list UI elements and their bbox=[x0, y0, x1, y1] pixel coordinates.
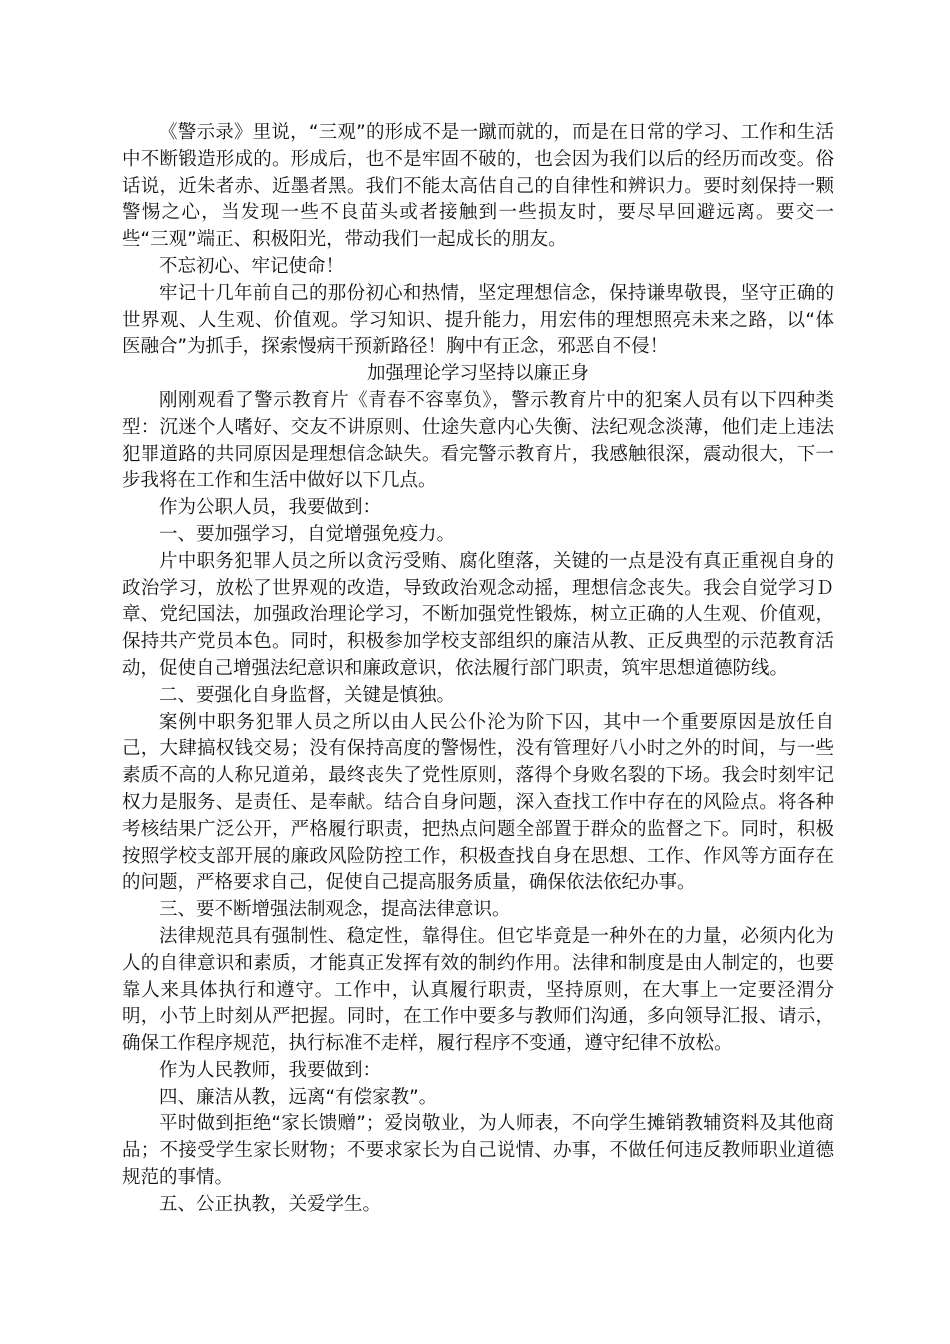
paragraph: 不忘初心、牢记使命！ bbox=[159, 255, 345, 277]
paragraph: 作为公职人员，我要做到： bbox=[159, 497, 382, 519]
list-heading: 四、廉洁从教，远离“有偿家教”。 bbox=[159, 1086, 438, 1108]
list-heading: 二、要强化自身监督，关键是慎独。 bbox=[159, 684, 456, 706]
paragraph: 平时做到拒绝“家长馈赠”；爱岗敬业，为人师表，不向学生摊销教辅资料及其他商品；不接受学生家长财物；不要求家长为自己说情、办事，不做任何违反教师职业道德规范的事情。 bbox=[122, 1113, 834, 1189]
paragraph: 作为人民教师，我要做到： bbox=[159, 1059, 382, 1081]
paragraph: 刚刚观看了警示教育片《青春不容辜负》，警示教育片中的犯案人员有以下四种类型：沉迷个人嗜好、交友不讲原则、仕途失意内心失衡、法纪观念淡薄，他们走上违法犯罪道路的共同原因是理想信念缺失。看完警示教育片，我感触很深，震动很大，下一步我将在工作和生活中做好以下几点。 bbox=[122, 389, 834, 492]
list-heading: 五、公正执教，关爱学生。 bbox=[159, 1193, 382, 1215]
paragraph: 牢记十几年前自己的那份初心和热情，坚定理想信念，保持谦卑敬畏，坚守正确的世界观、人生观、价值观。学习知识、提升能力，用宏伟的理想照亮未来之路，以“体医融合”为抓手，探索慢病干预新路径！胸中有正念，邪恶自不侵！ bbox=[122, 282, 834, 358]
list-heading: 一、要加强学习，自觉增强免疫力。 bbox=[159, 523, 456, 545]
paragraph: 案例中职务犯罪人员之所以由人民公仆沦为阶下囚，其中一个重要原因是放任自己，大肆搞权钱交易；没有保持高度的警惕性，没有管理好八小时之外的时间，与一些素质不高的人称兄道弟，最终丧失了党性原则，落得个身败名裂的下场。我会时刻牢记权力是服务、是责任、是奉献。结合自身问题，深入查找工作中存在的风险点。将各种考核结果广泛公开，严格履行职责，把热点问题全部置于群众的监督之下。同时，积极按照学校支部开展的廉政风险防控工作，积极查找自身在思想、工作、作风等方面存在的问题，严格要求自己，促使自己提高服务质量，确保依法依纪办事。 bbox=[122, 711, 834, 894]
list-heading: 三、要不断增强法制观念，提高法律意识。 bbox=[159, 899, 511, 921]
paragraph: 法律规范具有强制性、稳定性，靠得住。但它毕竟是一种外在的力量，必须内化为人的自律意识和素质，才能真正发挥有效的制约作用。法律和制度是由人制定的，也要靠人来具体执行和遵守。工作中，认真履行职责，坚持原则，在大事上一定要泾渭分明，小节上时刻从严把握。同时，在工作中要多与教师们沟通，多向领导汇报、请示，确保工作程序规范，执行标准不走样，履行程序不变通，遵守纪律不放松。 bbox=[122, 925, 834, 1055]
section-title: 加强理论学习坚持以廉正身 bbox=[366, 363, 589, 385]
document-body bbox=[122, 120, 834, 1219]
paragraph: 《警示录》里说，“三观”的形成不是一蹴而就的，而是在日常的学习、工作和生活中不断锻造形成的。形成后，也不是牢固不破的，也会因为我们以后的经历而改变。俗话说，近朱者赤、近墨者黑。我们不能太高估自己的自律性和辨识力。要时刻保持一颗警惕之心，当发现一些不良苗头或者接触到一些损友时，要尽早回避远离。要交一些“三观”端正、积极阳光，带动我们一起成长的朋友。 bbox=[122, 122, 834, 251]
paragraph: 片中职务犯罪人员之所以贪污受贿、腐化堕落，关键的一点是没有真正重视自身的政治学习，放松了世界观的改造，导致政治观念动摇，理想信念丧失。我会自觉学习Ｄ章、党纪国法，加强政治理论学习，不断加强党性锻炼，树立正确的人生观、价值观，保持共产党员本色。同时，积极参加学校支部组织的廉洁从教、正反典型的示范教育活动，促使自己增强法纪意识和廉政意识，依法履行部门职责，筑牢思想道德防线。 bbox=[122, 550, 834, 679]
